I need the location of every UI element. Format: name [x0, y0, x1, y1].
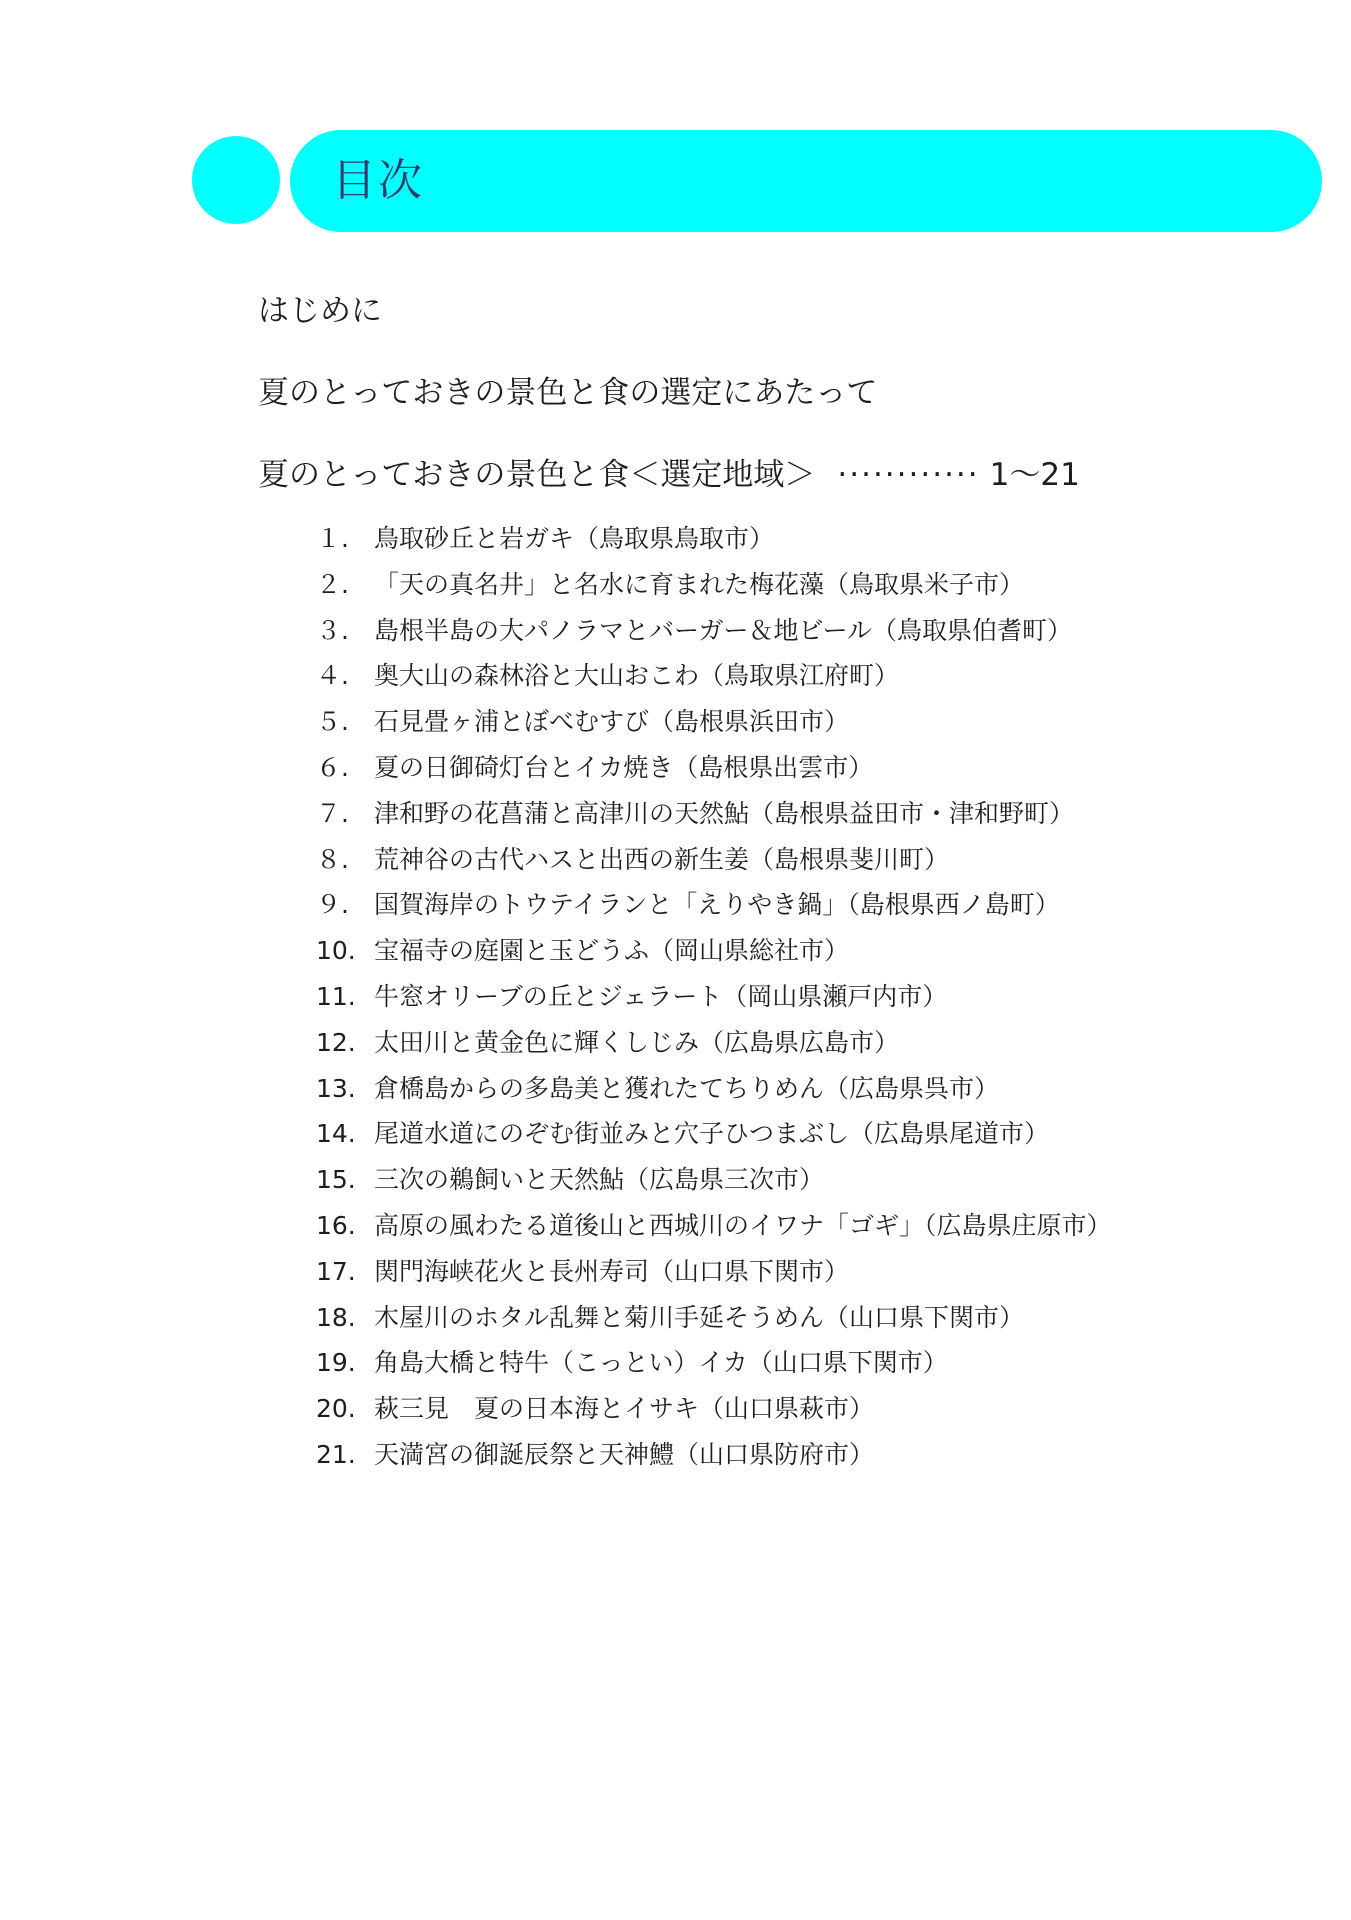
- header-bar: [290, 130, 1322, 232]
- toc-item-number: 19.: [316, 1348, 356, 1378]
- toc-section-selection[interactable]: [258, 373, 877, 413]
- header-circle-decoration: [192, 136, 280, 224]
- toc-item-title: 夏の日御碕灯台とイカ焼き（島根県出雲市）: [374, 752, 874, 782]
- toc-item-title: 石見畳ヶ浦とぼべむすび（島根県浜田市）: [374, 707, 850, 737]
- toc-item-title: 国賀海岸のトウテイランと「えりやき鍋」（島根県西ノ島町）: [374, 890, 1060, 920]
- toc-region-list: [316, 519, 1112, 1481]
- toc-item[interactable]: [316, 1389, 1112, 1435]
- toc-item[interactable]: [316, 1023, 1112, 1069]
- toc-item-number: 18.: [316, 1302, 356, 1332]
- toc-item[interactable]: [316, 611, 1112, 657]
- toc-item[interactable]: [316, 840, 1112, 886]
- toc-item-number: 15.: [316, 1165, 356, 1195]
- toc-item-title: 三次の鵜飼いと天然鮎（広島県三次市）: [374, 1165, 825, 1195]
- toc-item-number: 20.: [316, 1394, 356, 1424]
- toc-item[interactable]: [316, 702, 1112, 748]
- toc-item-number: ８.: [316, 844, 349, 874]
- toc-item[interactable]: [316, 656, 1112, 702]
- page-title: 目次: [332, 155, 424, 206]
- toc-item-title: 萩三見 夏の日本海とイサキ（山口県萩市）: [374, 1394, 875, 1424]
- toc-item-title: 木屋川のホタル乱舞と菊川手延そうめん（山口県下関市）: [374, 1302, 1025, 1332]
- toc-item-title: 荒神谷の古代ハスと出西の新生姜（島根県斐川町）: [374, 844, 950, 874]
- toc-item[interactable]: [316, 1343, 1112, 1389]
- toc-item-number: 21.: [316, 1439, 356, 1469]
- toc-item-number: 11.: [316, 981, 356, 1011]
- section-label: はじめに: [258, 293, 382, 329]
- toc-item-number: 17.: [316, 1256, 356, 1286]
- section-label: 夏のとっておきの景色と食＜選定地域＞: [258, 457, 816, 493]
- toc-item-title: 牛窓オリーブの丘とジェラート（岡山県瀬戸内市）: [374, 981, 948, 1011]
- toc-item-number: ７.: [316, 798, 349, 828]
- toc-item-number: ９.: [316, 890, 349, 920]
- toc-item-title: 島根半島の大パノラマとバーガー＆地ビール（鳥取県伯耆町）: [374, 615, 1073, 645]
- toc-item-number: 13.: [316, 1073, 356, 1103]
- toc-item-number: ３.: [316, 615, 349, 645]
- toc-item-title: 倉橋島からの多島美と獲れたてちりめん（広島県呉市）: [374, 1073, 1000, 1103]
- section-label: 夏のとっておきの景色と食の選定にあたって: [258, 375, 878, 411]
- page-range: 1〜21: [989, 457, 1080, 493]
- toc-item[interactable]: [316, 1298, 1112, 1344]
- toc-item[interactable]: [316, 885, 1112, 931]
- toc-item-number: 14.: [316, 1119, 356, 1149]
- toc-item-title: 高原の風わたる道後山と西城川のイワナ「ゴギ」（広島県庄原市）: [374, 1210, 1112, 1240]
- toc-item-number: ５.: [316, 707, 349, 737]
- toc-item[interactable]: [316, 1252, 1112, 1298]
- toc-item[interactable]: [316, 1114, 1112, 1160]
- toc-item-number: ６.: [316, 752, 349, 782]
- toc-item[interactable]: [316, 977, 1112, 1023]
- toc-section-intro[interactable]: [258, 291, 382, 331]
- toc-item[interactable]: [316, 1160, 1112, 1206]
- toc-item[interactable]: [316, 748, 1112, 794]
- toc-item-title: 奥大山の森林浴と大山おこわ（鳥取県江府町）: [374, 661, 900, 691]
- toc-item[interactable]: [316, 565, 1112, 611]
- toc-item-number: １.: [316, 524, 349, 553]
- toc-item-number: ２.: [316, 569, 349, 599]
- toc-item-title: 角島大橋と特牛（こっとい）イカ（山口県下関市）: [374, 1348, 948, 1378]
- toc-item-title: 尾道水道にのぞむ街並みと穴子ひつまぶし（広島県尾道市）: [374, 1119, 1050, 1149]
- toc-section-regions[interactable]: [258, 455, 1080, 495]
- toc-item[interactable]: [316, 794, 1112, 840]
- toc-item-number: 12.: [316, 1027, 356, 1057]
- toc-item-title: 天満宮の御誕辰祭と天神鱧（山口県防府市）: [374, 1439, 875, 1469]
- toc-item-title: 太田川と黄金色に輝くしじみ（広島県広島市）: [374, 1027, 900, 1057]
- toc-item[interactable]: [316, 519, 1112, 565]
- toc-item-number: ４.: [316, 661, 349, 691]
- toc-item-title: 関門海峡花火と長州寿司（山口県下関市）: [374, 1256, 850, 1286]
- toc-item[interactable]: [316, 1069, 1112, 1115]
- toc-item-title: 宝福寺の庭園と玉どうふ（岡山県総社市）: [374, 936, 850, 966]
- toc-item[interactable]: [316, 931, 1112, 977]
- leader-dots: ············: [837, 457, 980, 493]
- toc-item[interactable]: [316, 1435, 1112, 1481]
- toc-item-title: 津和野の花菖蒲と高津川の天然鮎（島根県益田市・津和野町）: [374, 798, 1075, 828]
- toc-item-title: 鳥取砂丘と岩ガキ（鳥取県鳥取市）: [374, 524, 775, 553]
- toc-item-number: 10.: [316, 936, 356, 966]
- toc-item-title: 「天の真名井」と名水に育まれた梅花藻（鳥取県米子市）: [374, 569, 1025, 599]
- toc-item-number: 16.: [316, 1210, 356, 1240]
- toc-item[interactable]: [316, 1206, 1112, 1252]
